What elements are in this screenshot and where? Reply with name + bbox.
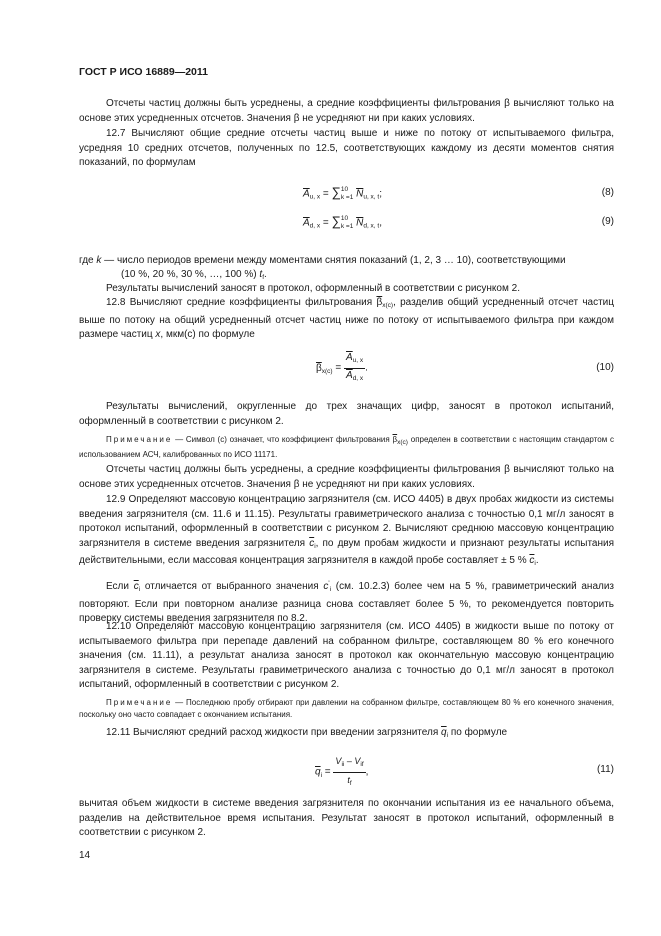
paragraph-results-protocol: Результаты вычислений заносят в протокол, оформленный в соответствии с рисунком 2. bbox=[106, 283, 520, 294]
paragraph-rounding: Результаты вычислений, округленные до трех значащих цифр, заносят в протокол испытаний, оформленный в соответствии с рисунком 2. bbox=[79, 401, 614, 427]
paragraph-averaging: Отсчеты частиц должны быть усреднены, а средние коэффициенты фильтрования β вычисляют только на основе этих усредненных отсчетов. Значения β не усредняют ни при каких условиях. bbox=[79, 98, 614, 124]
paragraph-12-7: 12.7 Вычисляют общие средние отсчеты частиц выше и ниже по потоку от испытываемого фильтра, усредняя 10 средних отсчетов, полученных по 12.5, соответствующих каждому из десяти моментов снятия показаний, по формулам bbox=[79, 128, 614, 169]
formula-10-number: (10) bbox=[596, 362, 614, 373]
paragraph-12-8: 12.8 Вычисляют средние коэффициенты фильтрования $\overline{\beta}_{x(c)}$, разделив общий усредненный отсчет частиц выше по потоку на общий усредненный отсчет частиц ниже по потоку от испытываемого фильтра при каждом размере частиц x, мкм(с) по формуле bbox=[79, 297, 614, 341]
formula-8-number: (8) bbox=[601, 187, 614, 198]
formula-11: $\overline{q}_i$ = $\frac{V_{ii} - V_{if}}{t_f}$ , bbox=[315, 756, 369, 787]
paragraph-averaging-repeat: Отсчеты частиц должны быть усреднены, а средние коэффициенты фильтрования β вычисляют только на основе этих усредненных отсчетов. Значения β не усредняют ни при каких условиях. bbox=[79, 464, 614, 490]
paragraph-deviation: Если $\overline{c}_i$ отличается от выбранного значения $c'_i$ (см. 10.2.3) более чем на 5 %, гравиметрический анализ повторяют. Если при повторном анализе разница снова составляет более 5 %, то рекомендуется повторить проверку системы введения загрязнителя по 8.2. bbox=[79, 580, 615, 625]
formula-9: $\overline{A}_{d, x} = \sum 10$ k =1 $\overline{N}_{d, x, t}$, bbox=[303, 213, 383, 230]
page-number: 14 bbox=[79, 850, 91, 861]
where-clause-line2: (10 %, 20 %, 30 %, …, 100 %) $t_f$. bbox=[121, 269, 267, 281]
document-header: ГОСТ Р ИСО 16889—2011 bbox=[79, 66, 208, 78]
formula-8: $\overline{A}_{u, x} = \sum 10$ k =1 $\overline{N}_{u, x, t}$; bbox=[303, 184, 383, 201]
paragraph-12-9: 12.9 Определяют массовую концентрацию загрязнителя (см. ИСО 4405) в двух пробах жидкости из системы введения загрязнителя (см. 11.6 и 11.15). Результаты гравиметрического анализа с точностью 0,1 мг/л заносят в протокол испытаний, оформленный в соответствии с рисунком 2. Вычисляют среднюю массовую концентрацию загрязнителя в системе введения загрязнителя $\overline{c}_i$, по двум пробам жидкости и признают результаты испытания действительными, если массовая концентрация загрязнителя в каждой пробе составляет ± 5 % $\overline{c}_i$. bbox=[79, 494, 614, 568]
formula-10: $\overline{\beta}_{x(c)}$ = $\frac{\overline{A}_{u, x}}{\overline{A}_{d, x}}$ . bbox=[316, 352, 368, 382]
formula-9-number: (9) bbox=[601, 216, 614, 227]
note-symbol-c: Примечание — Символ (c) означает, что коэффициент фильтрования $\overline{\beta}_{x(c)}$ определен в соответствии с настоящим стандартом с использованием АСЧ, калиброванных по ИСО 11171. bbox=[79, 435, 614, 459]
paragraph-12-10: 12.10 Определяют массовую концентрацию загрязнителя (см. ИСО 4405) в жидкости выше по потоку от испытываемого фильтра при перепаде давлений на собранном фильтре, составляющем 80 % его конечного значения (см. 11.11), а результат анализа заносят в протокол как окончательную массовую концентрацию загрязнителя в системе. Результаты гравиметрического анализа с точностью до 0,1 мг/л заносят в протокол испытаний, оформленный в соответствии с рисунком 2. bbox=[79, 621, 614, 691]
paragraph-12-11: 12.11 Вычисляют средний расход жидкости при введении загрязнителя $\overline{q}_i$ по формуле bbox=[106, 727, 508, 739]
where-clause: где k — число периодов времени между моментами снятия показаний (1, 2, 3 … 10), соответствующими bbox=[79, 255, 566, 266]
note-last-sample: Примечание — Последнюю пробу отбирают при давлении на собранном фильтре, составляющем 80 % его конечного значения, поскольку оно часто совпадает с окончанием испытания. bbox=[79, 698, 614, 719]
formula-11-number: (11) bbox=[596, 764, 614, 775]
paragraph-volume: вычитая объем жидкости в системе введения загрязнителя по окончании испытания из ее начального объема, разделив на действительное время испытания. Результат заносят в протокол испытаний, оформленный в соответствии с рисунком 2. bbox=[79, 798, 614, 839]
